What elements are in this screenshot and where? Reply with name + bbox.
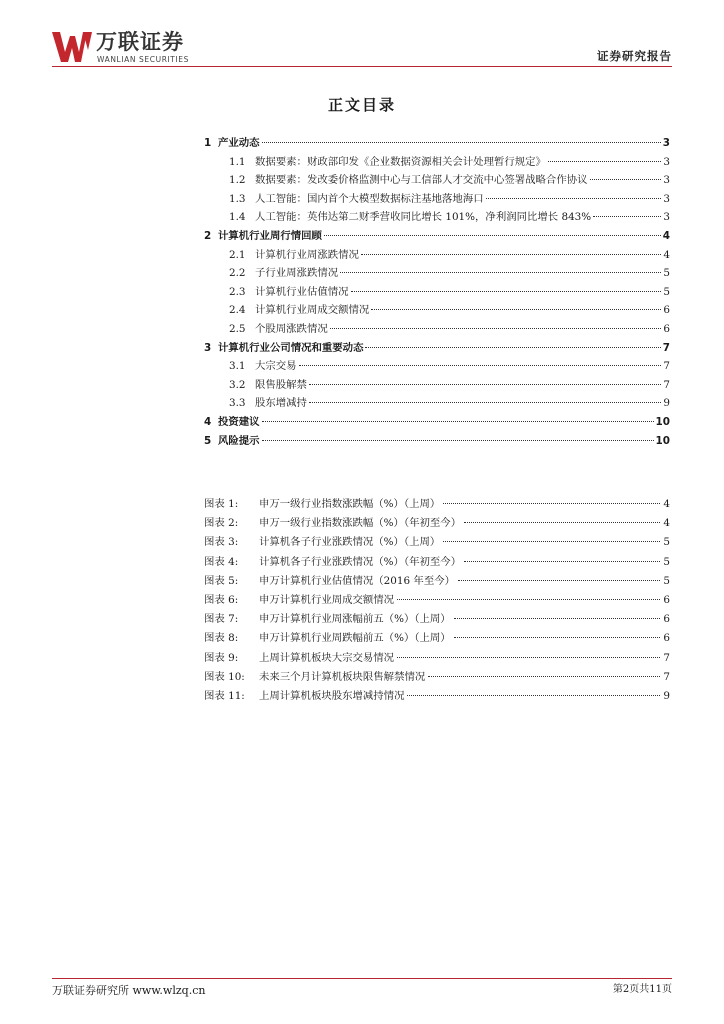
figure-page: 5 bbox=[663, 574, 670, 587]
toc-entry-number: 1.3 bbox=[229, 192, 246, 205]
toc-entry-title: 个股周涨跌情况 bbox=[255, 322, 328, 335]
figure-page: 7 bbox=[663, 670, 670, 683]
toc-entry-page: 6 bbox=[663, 304, 670, 317]
figure-page: 5 bbox=[663, 536, 670, 549]
toc-entry-number: 3.3 bbox=[229, 397, 246, 410]
toc-entry-page: 4 bbox=[663, 248, 670, 261]
toc-entry-page: 3 bbox=[663, 211, 670, 224]
figure-label: 图表 7: bbox=[204, 613, 239, 626]
dot-leader bbox=[324, 235, 661, 236]
page-header bbox=[0, 0, 724, 70]
figure-label: 图表 6: bbox=[204, 593, 239, 606]
dot-leader bbox=[262, 440, 654, 441]
figure-entry[interactable] bbox=[204, 591, 670, 610]
toc-entry[interactable] bbox=[204, 301, 670, 320]
toc-entry[interactable] bbox=[204, 171, 670, 190]
toc-entry-number: 1 bbox=[204, 137, 212, 149]
toc-entry-number: 4 bbox=[204, 415, 212, 428]
toc-entry-title: 计算机行业周涨跌情况 bbox=[255, 248, 359, 261]
dot-leader bbox=[454, 637, 661, 638]
figure-entry[interactable] bbox=[204, 649, 670, 668]
figure-page: 7 bbox=[663, 651, 670, 664]
toc-entry[interactable] bbox=[204, 413, 670, 432]
dot-leader bbox=[309, 384, 661, 385]
figure-page: 5 bbox=[663, 555, 670, 568]
logo-english-name: WANLIAN SECURITIES bbox=[97, 55, 190, 64]
toc-entry-title: 子行业周涨跌情况 bbox=[255, 267, 339, 280]
figure-page: 6 bbox=[663, 613, 670, 626]
dot-leader bbox=[458, 580, 660, 581]
figure-title: 申万计算机行业周成交额情况 bbox=[259, 593, 395, 606]
logo-chinese-name: 万联证券 bbox=[96, 30, 184, 54]
figure-label: 图表 8: bbox=[204, 632, 239, 645]
dot-leader bbox=[262, 421, 654, 422]
toc-title: 正文目录 bbox=[327, 96, 396, 114]
toc-entry-page: 7 bbox=[663, 360, 670, 373]
toc-entry-page: 6 bbox=[663, 322, 670, 335]
dot-leader bbox=[371, 309, 661, 310]
toc-entry-page: 10 bbox=[655, 434, 670, 447]
dot-leader bbox=[407, 695, 660, 696]
page-number: 第2页共11页 bbox=[612, 984, 672, 995]
toc-entry-title: 大宗交易 bbox=[255, 360, 297, 373]
toc-entry-number: 3 bbox=[204, 341, 212, 354]
dot-leader bbox=[548, 161, 661, 162]
toc-entry-page: 3 bbox=[662, 137, 670, 149]
company-logo bbox=[52, 30, 190, 66]
figure-title: 申万计算机行业估值情况（2016 年至今） bbox=[259, 574, 455, 587]
toc-entry-number: 2.1 bbox=[229, 248, 246, 261]
dot-leader bbox=[299, 365, 662, 366]
figure-label: 图表 4: bbox=[204, 555, 239, 568]
toc-entry-title: 数据要素：发改委价格监测中心与工信部人才交流中心签署战略合作协议 bbox=[255, 174, 588, 187]
dot-leader bbox=[361, 254, 661, 255]
figure-page: 6 bbox=[663, 593, 670, 606]
dot-leader bbox=[464, 561, 660, 562]
dot-leader bbox=[443, 503, 660, 504]
dot-leader bbox=[365, 347, 660, 348]
toc-entry-title: 风险提示 bbox=[218, 434, 260, 447]
table-of-contents bbox=[204, 134, 670, 450]
toc-entry-number: 2.4 bbox=[229, 304, 246, 317]
toc-entry-number: 3.2 bbox=[229, 378, 246, 391]
dot-leader bbox=[262, 142, 661, 143]
figure-page: 6 bbox=[663, 632, 670, 645]
toc-entry[interactable] bbox=[204, 432, 670, 451]
dot-leader bbox=[397, 657, 660, 658]
logo-mark-icon bbox=[52, 30, 92, 64]
figure-entry[interactable] bbox=[204, 668, 670, 687]
toc-entry[interactable] bbox=[204, 357, 670, 376]
toc-entry[interactable] bbox=[204, 394, 670, 413]
dot-leader bbox=[486, 198, 662, 199]
figure-entry[interactable] bbox=[204, 495, 670, 514]
figure-entry[interactable] bbox=[204, 514, 670, 533]
figure-page: 4 bbox=[663, 517, 670, 530]
footer-divider bbox=[52, 978, 672, 979]
toc-entry-page: 7 bbox=[662, 341, 670, 354]
figure-title: 上周计算机板块股东增减持情况 bbox=[259, 689, 405, 702]
toc-entry[interactable] bbox=[204, 134, 670, 153]
figure-title: 申万一级行业指数涨跌幅（%）（年初至今） bbox=[259, 517, 462, 530]
toc-entry[interactable] bbox=[204, 153, 670, 172]
toc-entry[interactable] bbox=[204, 283, 670, 302]
figure-label: 图表 11: bbox=[204, 689, 245, 702]
toc-entry-number: 2 bbox=[204, 229, 212, 242]
toc-entry-number: 2.3 bbox=[229, 285, 246, 298]
toc-entry-title: 产业动态 bbox=[218, 137, 260, 149]
toc-entry-number: 5 bbox=[204, 434, 212, 447]
toc-entry-page: 7 bbox=[663, 378, 670, 391]
toc-entry-page: 10 bbox=[655, 415, 670, 428]
figure-entry[interactable] bbox=[204, 553, 670, 572]
figure-title: 计算机各子行业涨跌情况（%）（上周） bbox=[259, 536, 441, 549]
figure-title: 申万计算机行业周涨幅前五（%）（上周） bbox=[259, 613, 451, 626]
toc-entry-title: 股东增减持 bbox=[255, 397, 307, 410]
dot-leader bbox=[351, 291, 662, 292]
toc-entry[interactable] bbox=[204, 376, 670, 395]
figure-label: 图表 2: bbox=[204, 517, 239, 530]
dot-leader bbox=[428, 676, 660, 677]
figure-index bbox=[204, 495, 670, 706]
dot-leader bbox=[590, 179, 662, 180]
footer-source: 万联证券研究所 www.wlzq.cn bbox=[52, 984, 206, 997]
toc-entry[interactable] bbox=[204, 246, 670, 265]
figure-label: 图表 3: bbox=[204, 536, 239, 549]
dot-leader bbox=[464, 522, 660, 523]
dot-leader bbox=[330, 328, 662, 329]
toc-entry[interactable] bbox=[204, 339, 670, 358]
toc-entry[interactable] bbox=[204, 264, 670, 283]
toc-entry-page: 5 bbox=[663, 285, 670, 298]
toc-entry-title: 计算机行业周行情回顾 bbox=[218, 229, 322, 242]
toc-entry-number: 1.1 bbox=[229, 155, 246, 168]
toc-entry[interactable] bbox=[204, 320, 670, 339]
dot-leader bbox=[397, 599, 660, 600]
toc-entry-page: 4 bbox=[662, 229, 670, 242]
figure-entry[interactable] bbox=[204, 629, 670, 648]
figure-label: 图表 5: bbox=[204, 574, 239, 587]
toc-entry[interactable] bbox=[204, 208, 670, 227]
figure-title: 申万计算机行业周跌幅前五（%）（上周） bbox=[259, 632, 451, 645]
figure-entry[interactable] bbox=[204, 687, 670, 706]
toc-entry-number: 3.1 bbox=[229, 360, 246, 373]
dot-leader bbox=[593, 216, 661, 217]
figure-title: 上周计算机板块大宗交易情况 bbox=[259, 651, 395, 664]
toc-entry-title: 人工智能：国内首个大模型数据标注基地落地海口 bbox=[255, 192, 484, 205]
report-type-label: 证券研究报告 bbox=[597, 49, 672, 63]
figure-page: 4 bbox=[663, 498, 670, 510]
toc-entry-title: 人工智能：英伟达第二财季营收同比增长 101%，净利润同比增长 843% bbox=[255, 211, 592, 224]
header-divider bbox=[52, 66, 672, 67]
dot-leader bbox=[454, 618, 661, 619]
toc-entry[interactable] bbox=[204, 227, 670, 246]
dot-leader bbox=[309, 402, 661, 403]
figure-title: 申万一级行业指数涨跌幅（%）（上周） bbox=[259, 498, 441, 510]
toc-entry-title: 数据要素：财政部印发《企业数据资源相关会计处理暂行规定》 bbox=[255, 155, 546, 168]
toc-entry-title: 计算机行业公司情况和重要动态 bbox=[218, 341, 364, 354]
toc-entry-number: 2.5 bbox=[229, 322, 246, 335]
figure-entry[interactable] bbox=[204, 610, 670, 629]
toc-entry-page: 3 bbox=[663, 155, 670, 168]
toc-entry-number: 1.2 bbox=[229, 174, 246, 187]
toc-entry-title: 投资建议 bbox=[218, 415, 260, 428]
figure-entry[interactable] bbox=[204, 572, 670, 591]
figure-page: 9 bbox=[663, 689, 670, 702]
toc-entry[interactable] bbox=[204, 190, 670, 209]
toc-entry-number: 2.2 bbox=[229, 267, 246, 280]
figure-label: 图表 1: bbox=[204, 498, 239, 510]
toc-entry-title: 计算机行业周成交额情况 bbox=[255, 304, 370, 317]
toc-entry-number: 1.4 bbox=[229, 211, 246, 224]
toc-entry-page: 3 bbox=[663, 192, 670, 205]
figure-entry[interactable] bbox=[204, 533, 670, 552]
toc-entry-page: 9 bbox=[663, 397, 670, 410]
figure-title: 未来三个月计算机板块限售解禁情况 bbox=[259, 670, 426, 683]
toc-entry-title: 计算机行业估值情况 bbox=[255, 285, 349, 298]
toc-entry-page: 3 bbox=[663, 174, 670, 187]
dot-leader bbox=[443, 541, 660, 542]
toc-entry-page: 5 bbox=[663, 267, 670, 280]
dot-leader bbox=[340, 272, 661, 273]
figure-title: 计算机各子行业涨跌情况（%）（年初至今） bbox=[259, 555, 462, 568]
figure-label: 图表 10: bbox=[204, 670, 245, 683]
figure-label: 图表 9: bbox=[204, 651, 239, 664]
toc-entry-title: 限售股解禁 bbox=[255, 378, 307, 391]
